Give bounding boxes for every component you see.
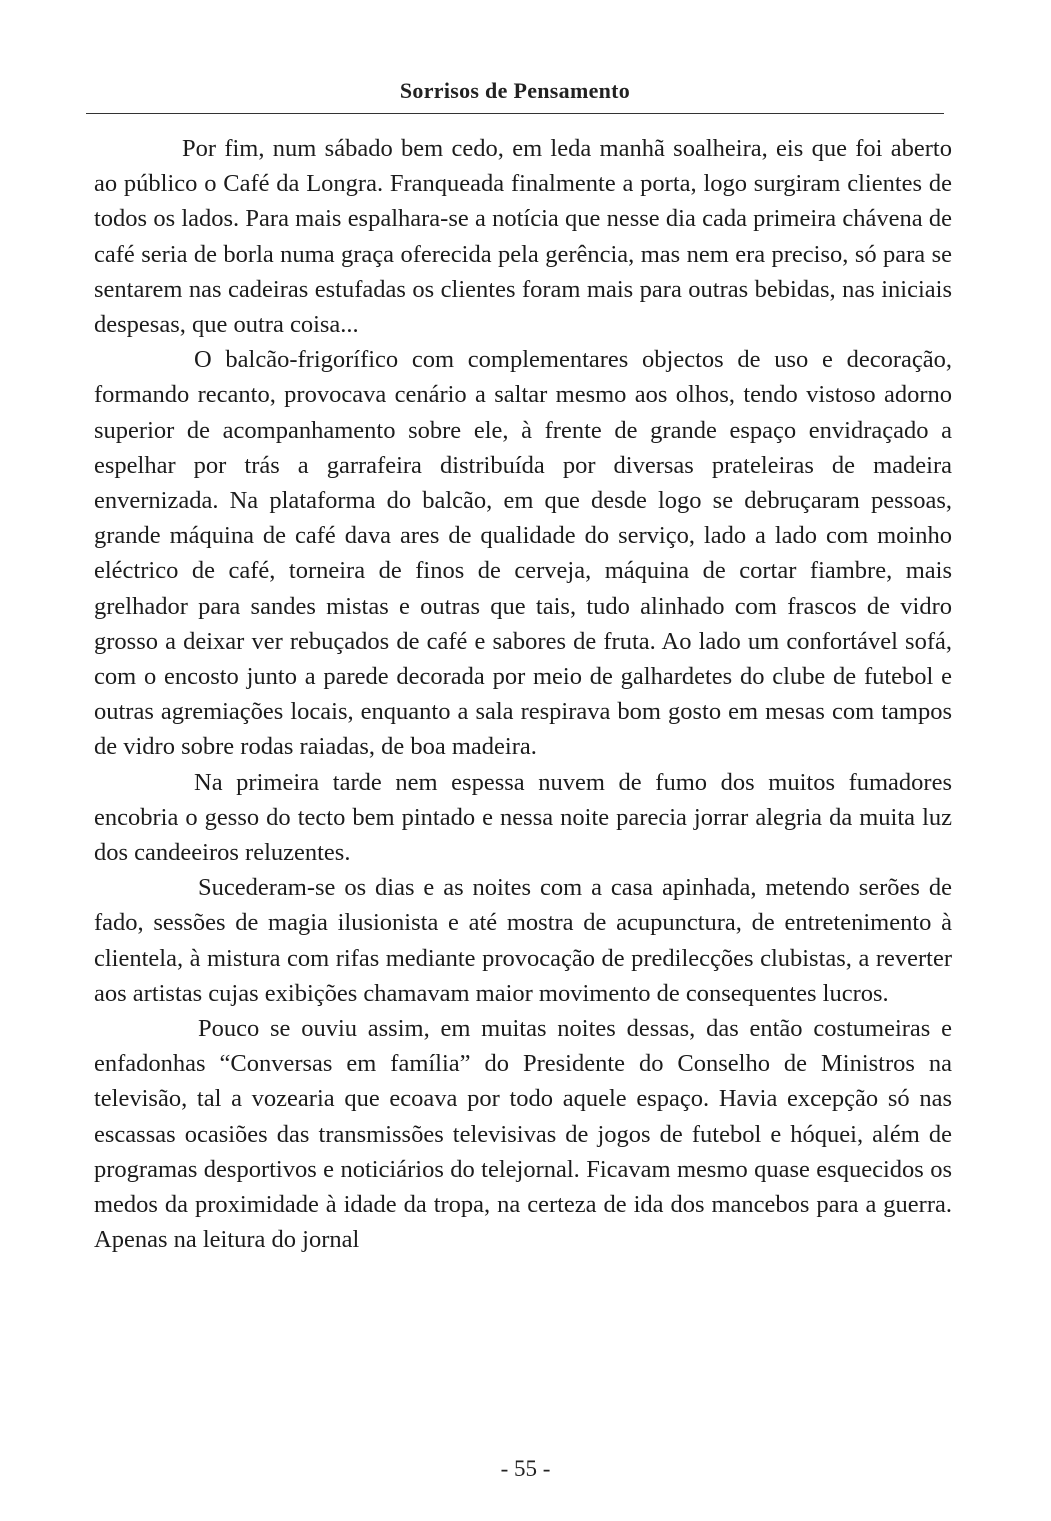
paragraph: Na primeira tarde nem espessa nuvem de fumo dos muitos fumadores encobria o gesso do tecto bem pintado e nessa noite parecia jorrar alegria da muita luz dos candeeiros reluzentes. bbox=[94, 768, 952, 867]
paragraph: Pouco se ouviu assim, em muitas noites dessas, das então costumeiras e enfadonhas “Conversas em família” do Presidente do Conselho de Ministros na televisão, tal a vozearia que ecoava por todo aquele espaço. Havia excepção só nas escassas ocasiões das transmissões televisivas de jogos de futebol e hóquei, além de programas desportivos e noticiários do telejornal. Ficavam mesmo quase esquecidos os medos da proximidade à idade da tropa, na certeza de ida dos mancebos para a guerra. Apenas na leitura do jornal bbox=[94, 1015, 952, 1254]
running-header-title: Sorrisos de Pensamento bbox=[399, 78, 631, 103]
paragraph: O balcão-frigorífico com complementares objectos de uso e decoração, formando recanto, provocava cenário a saltar mesmo aos olhos, tendo vistoso adorno superior de acompanhamento sobre ele, à frente de grande espaço envidraçado a espelhar por trás a garrafeira distribuída por diversas prateleiras de madeira envernizada. Na plataforma do balcão, em que desde logo se debruçaram pessoas, grande máquina de café dava ares de qualidade do serviço, lado a lado com moinho eléctrico de café, torneira de finos de cerveja, máquina de cortar fiambre, mais grelhador para sandes mistas e outras que tais, tudo alinhado com frascos de vidro grosso a deixar ver rebuçados de café e sabores de fruta. Ao lado um confortável sofá, com o encosto junto a parede decorada por meio de galhardetes do clube de futebol e outras agremiações locais, enquanto a sala respirava bom gosto em mesas com tampos de vidro sobre rodas raiadas, de boa madeira. bbox=[94, 346, 952, 761]
paragraph: Por fim, num sábado bem cedo, em leda manhã soalheira, eis que foi aberto ao público o Café da Longra. Franqueada finalmente a porta, logo surgiram clientes de todos os lados. Para mais espalhara-se a notícia que nesse dia cada primeira chávena de café seria de borla numa graça oferecida pela gerência, mas nem era preciso, só para se sentarem nas cadeiras estufadas os clientes foram mais para outras bebidas, nas iniciais despesas, que outra coisa... bbox=[94, 135, 952, 339]
body-text bbox=[94, 131, 952, 1258]
paragraph: Sucederam-se os dias e as noites com a casa apinhada, metendo serões de fado, sessões de magia ilusionista e até mostra de acupunctura, de entretenimento à clientela, à mistura com rifas mediante provocação de predilecções clubistas, a reverter aos artistas cujas exibições chamavam maior movimento de consequentes lucros. bbox=[94, 874, 952, 1007]
header-divider bbox=[86, 113, 944, 114]
page-number: - 55 - bbox=[500, 1456, 551, 1481]
